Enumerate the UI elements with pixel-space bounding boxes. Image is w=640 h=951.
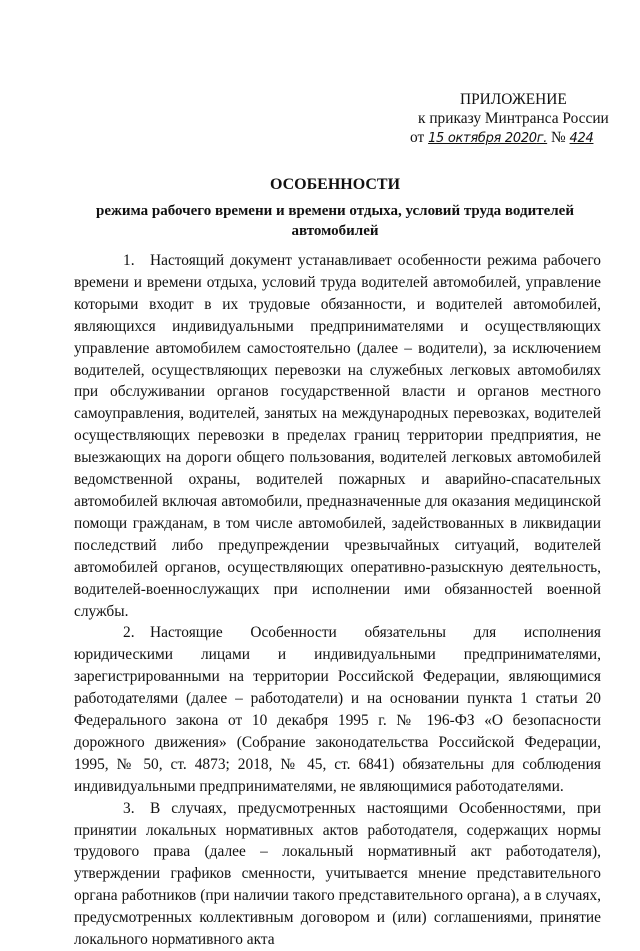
- heading-title: ОСОБЕННОСТИ: [269, 176, 401, 193]
- date-suffix: г.: [536, 131, 548, 146]
- appendix-block: [410, 90, 610, 148]
- document-heading: [70, 175, 600, 241]
- number-sign: №: [551, 129, 566, 146]
- appendix-order-ref: к приказу Минтранса России: [418, 110, 609, 127]
- paragraph-text: Настоящий документ устанавливает особенности режима рабочего времени и времени отдыха, условий труда водителей автомобилей, управление которыми входит в их трудовые обязанности, и водителей автомобилей, являющихся индивидуальными предпринимателями и осуществляющих управление автомобилем самостоятельно (далее – водители), за исключением водителей, осуществляющих перевозки на служебных легковых автомобилях при обслуживании органов государственной власти и органов местного самоуправления, водителей, занятых на международных перевозках, водителей осуществляющих перевозки в пределах границ территории предприятия, не выезжающих на дороги общего пользования, водителей легковых автомобилей ведомственной охраны, водителей пожарных и аварийно-спасательных автомобилей включая автомобили, предназначенные для оказания медицинской помощи гражданам, в том числе автомобилей, задействованных в ликвидации последствий либо предупреждении чрезвычайных ситуаций, водителей автомобилей органов, осуществляющих оперативно-разыскную деятельность, водителей-военнослужащих при исполнении ими обязанностей военной службы.: [74, 252, 601, 620]
- heading-subtitle: режима рабочего времени и времени отдыха, условий труда водителей автомобилей: [96, 203, 574, 239]
- handwritten-number: 424: [569, 131, 594, 146]
- appendix-title: ПРИЛОЖЕНИЕ: [460, 91, 567, 108]
- document-body: [74, 250, 601, 951]
- paragraph-2: [74, 622, 601, 797]
- paragraph-1: [74, 250, 601, 622]
- paragraph-number: 3.: [123, 799, 135, 817]
- paragraph-number: 1.: [123, 252, 135, 269]
- paragraph-3: [74, 798, 601, 951]
- paragraph-number: 2.: [123, 624, 135, 642]
- paragraph-text: В случаях, предусмотренных настоящими Особенностями, при принятии локальных нормативных актов работодателя, содержащих нормы трудового права (далее – локальный нормативный акт работодателя), утверждении графиков сменности, учитывается мнение представительного органа работников (при наличии такого представительного органа), а в случаях, предусмотренных коллективным договором и (или) соглашениями, принятие локального нормативного акта: [74, 799, 601, 949]
- date-prefix: от: [410, 129, 425, 146]
- handwritten-date: 15 октября 2020: [428, 131, 537, 146]
- paragraph-text: Настоящие Особенности обязательны для исполнения юридическими лицами и индивидуальными предпринимателями, зарегистрированными на территории Российской Федерации, являющимися работодателями (далее – работодатели) и на основании пункта 1 статьи 20 Федерального закона от 10 декабря 1995 г. № 196-ФЗ «О безопасности дорожного движения» (Собрание законодательства Российской Федерации, 1995, № 50, ст. 4873; 2018, № 45, ст. 6841) обязательны для соблюдения индивидуальными предпринимателями, не являющимися работодателями.: [74, 624, 601, 795]
- appendix-date-number: [410, 128, 610, 148]
